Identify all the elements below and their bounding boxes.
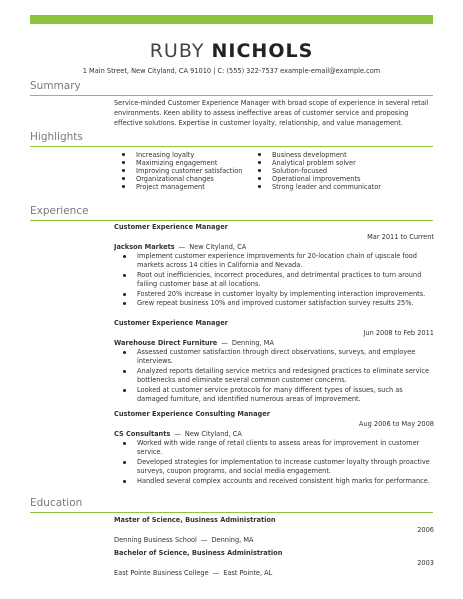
job-location: New Cityland, CA	[184, 430, 242, 438]
education-school-line: East Pointe Business College — East Pointe, AL	[114, 569, 273, 577]
job-title: Customer Experience Manager	[114, 223, 228, 231]
job-bullet: Root out inefficiencies, incorrect procedures, and detrimental practices to turn around failing customer base at all locations.	[114, 271, 434, 290]
highlight-item: Organizational changes	[120, 175, 260, 183]
job-bullet: Developed strategies for implementation to increase customer loyalty through proactive surveys, coupon programs, and social media engagement.	[114, 458, 434, 477]
highlight-item: Strong leader and communicator	[256, 183, 426, 191]
highlights-heading: Highlights	[30, 131, 83, 143]
experience-rule	[30, 220, 433, 221]
summary-heading: Summary	[30, 80, 81, 92]
job-bullets	[114, 439, 434, 486]
job-bullet: Analyzed reports detailing service metrics and redesigned practices to eliminate service bottlenecks and eliminate several common customer concerns.	[114, 367, 434, 386]
job-employer: Jackson Markets	[114, 243, 175, 251]
job-entry	[114, 318, 434, 404]
education-entry	[114, 548, 434, 578]
job-title: Customer Experience Consulting Manager	[114, 410, 270, 418]
highlight-item: Maximizing engagement	[120, 159, 260, 167]
job-bullet: Fostered 20% increase in customer loyalty by implementing interaction improvements.	[114, 290, 434, 299]
job-bullet: Assessed customer satisfaction through direct observations, surveys, and employee interviews.	[114, 348, 434, 367]
job-dates: Aug 2006 to May 2008	[358, 420, 434, 428]
job-location: New Cityland, CA	[189, 243, 247, 251]
job-employer-line: CS Consultants — New Cityland, CA	[114, 430, 242, 438]
job-employer: Warehouse Direct Furniture	[114, 339, 218, 347]
job-dates: Mar 2011 to Current	[367, 233, 434, 241]
highlights-right-list	[256, 151, 426, 191]
highlight-item: Improving customer satisfaction	[120, 167, 260, 175]
contact-line: 1 Main Street, New Cityland, CA 91010 | C: (555) 322-7537 example-email@example.com	[82, 67, 381, 75]
candidate-name	[0, 40, 463, 62]
highlight-item: Solution-focused	[256, 167, 426, 175]
top-accent-bar	[30, 15, 433, 24]
job-location: Denning, MA	[231, 339, 274, 347]
education-location: Denning, MA	[211, 536, 254, 544]
job-employer-line: Jackson Markets — New Cityland, CA	[114, 243, 247, 251]
job-employer: CS Consultants	[114, 430, 171, 438]
highlights-left-list	[120, 151, 260, 191]
job-employer-line: Warehouse Direct Furniture — Denning, MA	[114, 339, 274, 347]
job-bullet: Looked at customer service protocols for many different types of issues, such as damaged furniture, and identified numerous areas of improvement.	[114, 386, 434, 405]
education-year: 2006	[417, 526, 434, 534]
education-location: East Pointe, AL	[223, 569, 273, 577]
job-entry	[114, 222, 434, 308]
experience-heading: Experience	[30, 205, 89, 217]
highlight-item: Increasing loyalty	[120, 151, 260, 159]
job-dates: Jun 2008 to Feb 2011	[363, 329, 434, 337]
summary-text: Service-minded Customer Experience Manager with broad scope of experience in several retail environments. Keen ability to assess ineffective areas of customer service and proposing effective solutions. Expertise in customer loyalty, relationship, and value management.	[114, 99, 429, 127]
job-entry	[114, 409, 434, 486]
job-bullet: Grew repeat business 10% and improved customer satisfaction survey results 25%.	[114, 299, 434, 308]
job-bullets	[114, 348, 434, 404]
job-bullet: Worked with wide range of retail clients to assess areas for improvement in customer service.	[114, 439, 434, 458]
highlight-item: Project management	[120, 183, 260, 191]
job-bullets	[114, 252, 434, 308]
education-school-line: Denning Business School — Denning, MA	[114, 536, 254, 544]
education-school: Denning Business School	[114, 536, 197, 544]
last-name: NICHOLS	[211, 40, 314, 62]
summary-rule	[30, 95, 433, 96]
education-school: East Pointe Business College	[114, 569, 209, 577]
education-rule	[30, 512, 433, 513]
first-name: RUBY	[149, 40, 205, 62]
highlight-item: Business development	[256, 151, 426, 159]
education-degree: Bachelor of Science, Business Administration	[114, 549, 283, 557]
job-bullet: Implement customer experience improvements for 20-location chain of upscale food markets across 14 cities in California and Nevada.	[114, 252, 434, 271]
job-title: Customer Experience Manager	[114, 319, 228, 327]
highlights-rule	[30, 146, 433, 147]
education-heading: Education	[30, 497, 83, 509]
education-degree: Master of Science, Business Administration	[114, 516, 276, 524]
highlight-item: Analytical problem solver	[256, 159, 426, 167]
job-bullet: Handled several complex accounts and received consistent high marks for performance.	[114, 477, 434, 486]
education-year: 2003	[417, 559, 434, 567]
highlight-item: Operational improvements	[256, 175, 426, 183]
education-entry	[114, 515, 434, 545]
